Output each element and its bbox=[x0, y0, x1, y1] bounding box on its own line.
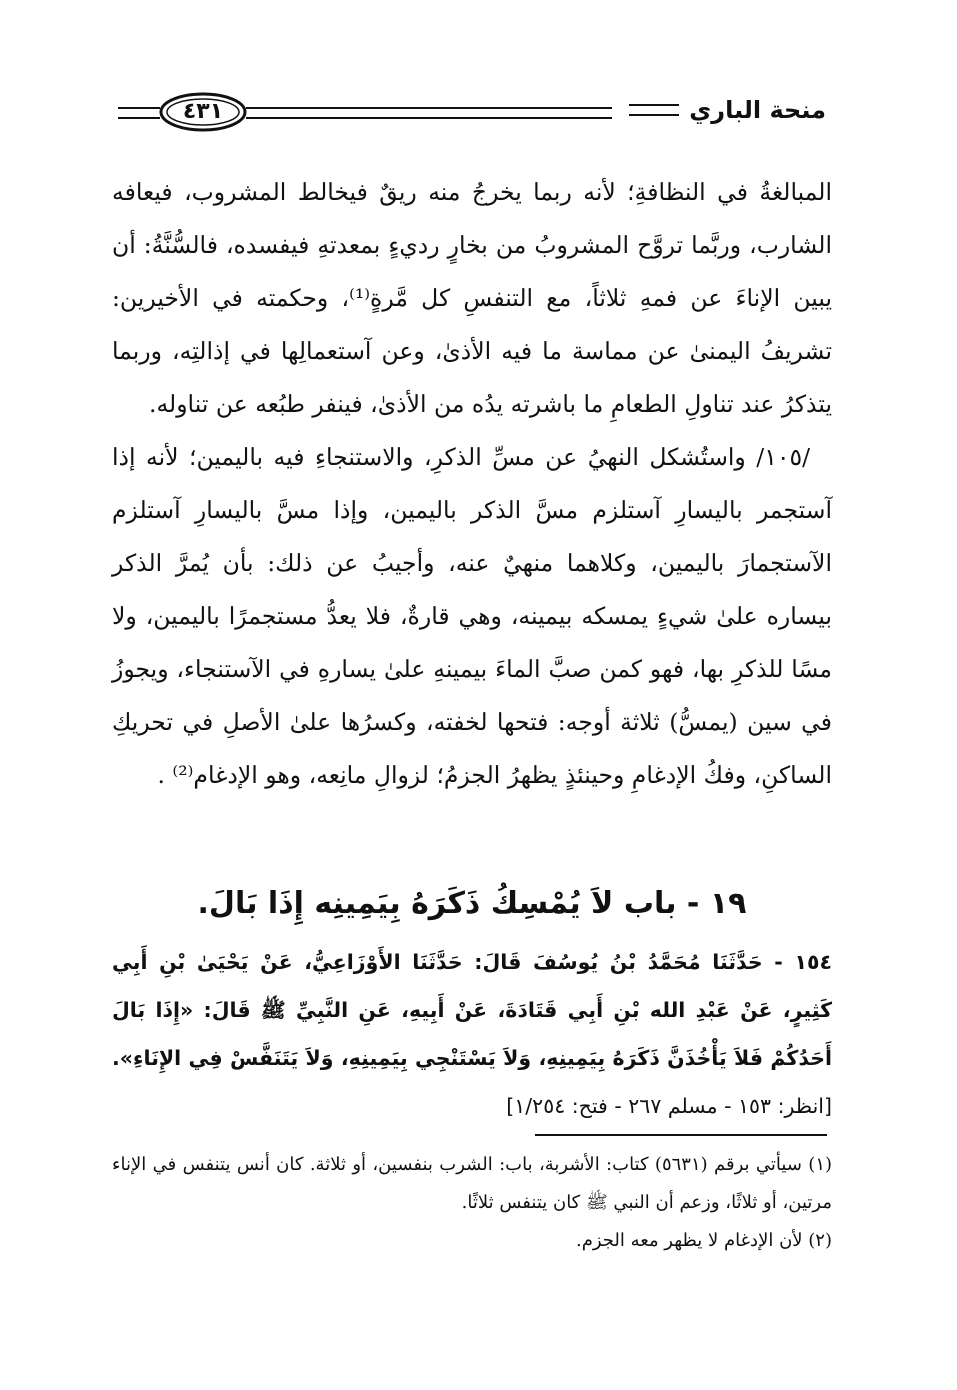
header-double-rule-middle bbox=[246, 107, 612, 119]
paragraph: /١٠٥/ واستُشكل النهيُ عن مسِّ الذكرِ، والاستنجاءِ فيه باليمين؛ لأنه إذا آستجمر باليسارِ آستلزم مسَّ الذكر باليمين، وإذا مسَّ باليسارِ آستلزم الآستجمارَ باليمين، وكلاهما منهيٌ عنه، وأجيبُ عن ذلك: بأن يُمرَّ الذكر بيساره علىٰ شيءٍ يمسكه بيمينه، وهي قارةٌ، فلا يعدُّ مستجمرًا باليمين، ولا مسًا للذكرِ بها، فهو كمن صبَّ الماءَ بيمينهِ علىٰ يسارهِ في الآستنجاء، ويجوزُ في سين (يمسُّ) ثلاثة أوجه: فتحها لخفته، وكسرُها علىٰ الأصلِ في تحريكِ الساكنِ، وفكُ الإدغامِ وحينئذٍ يظهرُ الجزمُ؛ لزوالِ مانِعه، وهو الإدغام⁽²⁾ . bbox=[112, 443, 832, 789]
footnote: (١) سيأتي برقم (٥٦٣١) كتاب: الأشربة، باب: الشرب بنفسين، أو ثلاثة. كان أنس يتنفس في الإناء مرتين، أو ثلاثًا، وزعم أن النبي ﷺ كان يتنفس ثلاثًا. bbox=[112, 1154, 833, 1213]
header-double-rule-left bbox=[118, 107, 160, 119]
running-header bbox=[118, 88, 826, 144]
hadith-reference: [انظر: ١٥٣ - مسلم ٢٦٧ - فتح: ١/٢٥٤] bbox=[506, 1094, 832, 1118]
header-double-rule-right bbox=[629, 104, 679, 116]
footnotes bbox=[112, 1146, 832, 1260]
commentary-text bbox=[112, 166, 832, 802]
footnote-separator bbox=[535, 1134, 827, 1136]
header-book-title-group bbox=[629, 96, 826, 124]
paragraph: المبالغةُ في النظافةِ؛ لأنه ربما يخرجُ منه ريقٌ فيخالط المشروب، فيعافه الشارب، وربَّما تروَّح المشروبُ من بخارٍ رديءٍ بمعدتهِ فيفسده، فالسُّنَّةُ: أن يبين الإناءَ عن فمهِ ثلاثاً، مع التنفسِ كل مَّرةٍ⁽¹⁾، وحكمته في الأخيرين: تشريفُ اليمنىٰ عن مماسة ما فيه الأذىٰ، وعن آستعمالِها في إذالتِه، وربما يتذكرُ عند تناولِ الطعامِ ما باشرته يدُه من الأذىٰ، فينفر طبُعه عن تناوله. bbox=[112, 178, 832, 418]
hadith-body: ١٥٤ - حَدَّثَنَا مُحَمَّدُ بْنُ يُوسُفَ قَالَ: حَدَّثَنَا الأَوْزَاعِيُّ، عَنْ يَحْيَىٰ بْنِ أَبِي كَثِيرٍ، عَنْ عَبْدِ الله بْنِ أَبِي قَتَادَةَ، عَنْ أَبِيهِ، عَنِ النَّبِيِّ ﷺ قَالَ: «إِذَا بَالَ أَحَدُكُمْ فَلاَ يَأْخُذَنَّ ذَكَرَهُ بِيَمِينِهِ، وَلاَ يَسْتَنْجِي بِيَمِينِهِ، وَلاَ يَتَنَفَّسْ فِي الإِنَاءِ». bbox=[112, 950, 832, 1070]
footnote: (٢) لأن الإدغام لا يظهر معه الجزم. bbox=[575, 1230, 832, 1251]
page-number-ornament bbox=[158, 90, 248, 134]
page-number: ٤٣١ bbox=[182, 99, 224, 124]
hadith-text bbox=[112, 938, 832, 1130]
chapter-heading: ١٩ - باب لاَ يُمْسِكُ ذَكَرَهُ بِيَمِينِه إِذَا بَالَ. bbox=[197, 886, 747, 921]
book-title: منحة الباري bbox=[689, 96, 826, 124]
